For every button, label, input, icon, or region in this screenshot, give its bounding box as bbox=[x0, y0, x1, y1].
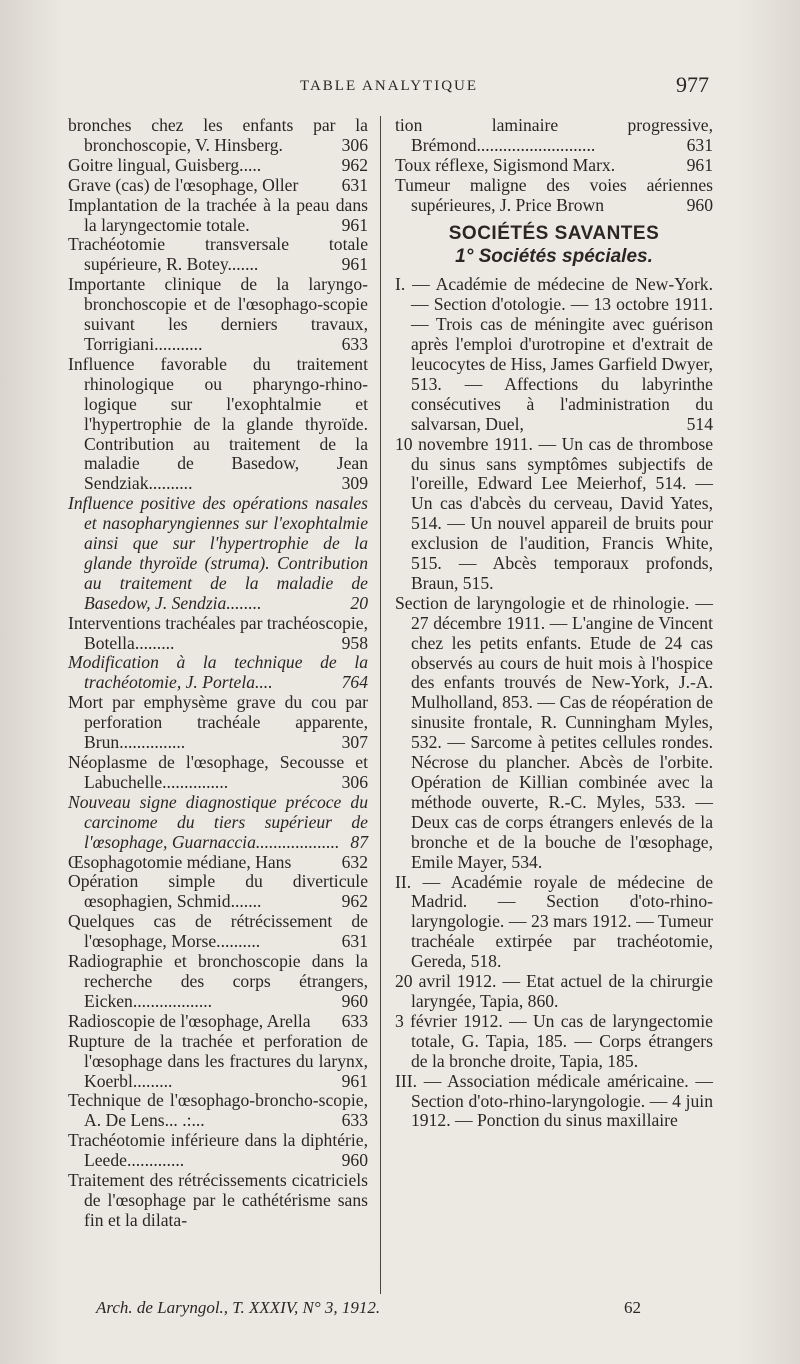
entry-text: Technique de l'œsophago-broncho-scopie, A. De Lens... .:... bbox=[68, 1090, 368, 1131]
section-title: SOCIÉTÉS SAVANTES bbox=[448, 222, 660, 244]
index-entry bbox=[68, 355, 368, 494]
society-entry bbox=[395, 1072, 713, 1132]
index-entry bbox=[68, 494, 368, 613]
entry-page: 306 bbox=[341, 771, 368, 792]
entry-page: 764 bbox=[341, 672, 368, 693]
index-entry bbox=[68, 235, 368, 275]
index-entry bbox=[68, 872, 368, 912]
entry-text: Radiographie et bronchoscopie dans la recherche des corps étrangers, Eicken.................. bbox=[68, 951, 368, 1011]
entry-text: Influence favorable du traitement rhinologique ou pharyngo-rhino-logique sur l'exophtalmie et l'hypertrophie de la glande thyroïde. Contribution au traitement de la maladie de Basedow, Jean Sendziak.......... bbox=[68, 353, 368, 494]
society-entry bbox=[395, 435, 713, 594]
entry-page: 632 bbox=[341, 851, 368, 872]
index-entry bbox=[68, 912, 368, 952]
entry-text: Rupture de la trachée et perforation de l'œsophage dans les fractures du larynx, Koerbl......... bbox=[68, 1030, 368, 1091]
entry-text: Traitement des rétrécissements cicatriciels de l'œsophage par le cathétérisme sans fin et la dilata- bbox=[68, 1170, 368, 1230]
entry-text: III. — Association médicale américaine. — Section d'oto-rhino-laryngologie. — 4 juin 1912. — Ponction du sinus maxillaire bbox=[395, 1070, 713, 1131]
entry-text: 10 novembre 1911. — Un cas de thrombose du sinus sans symptômes subjectifs de l'oreille, Edward Lee Meierhof, 514. — Un cas d'abcès du cerveau, David Yates, 514. — Un nouvel appareil de bruits pour exclusion de l'audition, Francis White, 515. — Abcès temporaux profonds, Braun, 515. bbox=[395, 433, 713, 593]
entry-page: 307 bbox=[341, 732, 368, 753]
entry-page: 961 bbox=[341, 1070, 368, 1091]
entry-page: 309 bbox=[341, 473, 368, 494]
entry-text: Toux réflexe, Sigismond Marx. bbox=[395, 154, 616, 175]
entry-page: 962 bbox=[341, 154, 368, 175]
header-title: TABLE ANALYTIQUE bbox=[300, 78, 479, 94]
entry-page: 514 bbox=[686, 413, 713, 434]
entry-page: 633 bbox=[341, 333, 368, 354]
entry-page: 20 bbox=[350, 592, 368, 613]
entry-text: Tumeur maligne des voies aériennes supérieures, J. Price Brown bbox=[395, 174, 713, 215]
entry-text: Opération simple du diverticule œsophagien, Schmid....... bbox=[68, 871, 368, 912]
continuation-entries bbox=[395, 116, 713, 216]
entry-text: Trachéotomie transversale totale supérieure, R. Botey....... bbox=[68, 234, 368, 275]
index-entry bbox=[68, 853, 368, 873]
entry-text: Radioscopie de l'œsophage, Arella bbox=[68, 1010, 311, 1031]
footer bbox=[96, 1298, 716, 1318]
entry-page: 958 bbox=[341, 632, 368, 653]
entry-page: 633 bbox=[341, 1110, 368, 1131]
subsection-title: 1° Sociétés spéciales. bbox=[455, 246, 653, 268]
index-entry bbox=[68, 176, 368, 196]
entry-text: Interventions trachéales par trachéoscopie, Botella......... bbox=[68, 612, 368, 653]
entry-page: 961 bbox=[686, 154, 713, 175]
index-entry bbox=[68, 156, 368, 176]
society-entry bbox=[395, 873, 713, 973]
entry-text: Mort par emphysème grave du cou par perforation trachéale apparente, Brun............... bbox=[68, 692, 368, 753]
entry-text: Néoplasme de l'œsophage, Secousse et Labuchelle............... bbox=[68, 752, 368, 792]
entry-text: Implantation de la trachée à la peau dans la laryngectomie totale. bbox=[68, 194, 368, 235]
entry-page: 631 bbox=[686, 134, 713, 155]
index-entry bbox=[68, 1032, 368, 1092]
left-column bbox=[68, 116, 368, 1231]
entry-text: Influence positive des opérations nasales et nasopharyngiennes sur l'exophtalmie ainsi que sur l'hypertrophie de la glande thyroïde (struma). Contribution au traitement de la maladie de Basedow, J. Sendzia........ bbox=[68, 493, 368, 613]
index-entry bbox=[68, 1091, 368, 1131]
index-entry bbox=[68, 1171, 368, 1231]
index-entry bbox=[68, 116, 368, 156]
entry-text: Goitre lingual, Guisberg..... bbox=[68, 154, 262, 175]
running-header bbox=[0, 72, 800, 102]
society-entry bbox=[395, 972, 713, 1012]
entry-text: I. — Académie de médecine de New-York. — Section d'otologie. — 13 octobre 1911. — Trois cas de méningite avec guérison après l'emploi d'urotropine et d'extrait de leucocytes de Hiss, James Garfield Dwyer, 513. — Affections du labyrinthe consécutives à l'administration du salvarsan, Duel, bbox=[395, 274, 713, 434]
column-divider bbox=[380, 116, 381, 1294]
entry-page: 960 bbox=[341, 990, 368, 1011]
entry-page: 961 bbox=[341, 254, 368, 275]
society-entry bbox=[395, 594, 713, 873]
entry-text: Quelques cas de rétrécissement de l'œsophage, Morse.......... bbox=[68, 911, 368, 952]
entry-page: 631 bbox=[341, 931, 368, 952]
entry-text: Nouveau signe diagnostique précoce du carcinome du tiers supérieur de l'œsophage, Guarnaccia................... bbox=[68, 791, 368, 852]
entry-page: 87 bbox=[350, 831, 368, 852]
entry-text: II. — Académie royale de médecine de Madrid. — Section d'oto-rhino-laryngologie. — 23 mars 1912. — Tumeur trachéale extirpée par trachéotomie, Gereda, 518. bbox=[395, 871, 713, 972]
index-entry bbox=[68, 952, 368, 1012]
index-entry bbox=[68, 1131, 368, 1171]
index-entry bbox=[68, 1012, 368, 1032]
right-column bbox=[395, 116, 713, 1131]
journal-citation: Arch. de Laryngol., T. XXXIV, N° 3, 1912. bbox=[96, 1298, 381, 1317]
index-entry bbox=[68, 793, 368, 853]
index-entry bbox=[395, 116, 713, 156]
index-entry bbox=[68, 753, 368, 793]
index-entry bbox=[68, 196, 368, 236]
society-entry bbox=[395, 275, 713, 434]
index-entry bbox=[68, 275, 368, 355]
entry-page: 961 bbox=[341, 214, 368, 235]
entry-text: 3 février 1912. — Un cas de laryngectomie totale, G. Tapia, 185. — Corps étrangers de la bronche droite, Tapia, 185. bbox=[395, 1010, 713, 1071]
entry-page: 960 bbox=[341, 1150, 368, 1171]
index-entry bbox=[68, 653, 368, 693]
entry-text: bronches chez les enfants par la bronchoscopie, V. Hinsberg. bbox=[68, 115, 368, 155]
index-entry bbox=[68, 614, 368, 654]
entry-text: Trachéotomie inférieure dans la diphtérie, Leede............. bbox=[68, 1130, 368, 1171]
entry-text: Importante clinique de la laryngo-bronchoscopie et de l'œsophago-scopie suivant les derniers travaux, Torrigiani........... bbox=[68, 274, 368, 354]
index-entry bbox=[395, 176, 713, 216]
entry-text: Grave (cas) de l'œsophage, Oller bbox=[68, 174, 299, 195]
signature-number: 62 bbox=[624, 1298, 641, 1317]
entry-text: Œsophagotomie médiane, Hans bbox=[68, 851, 292, 872]
entry-page: 306 bbox=[341, 134, 368, 155]
entry-text: 20 avril 1912. — Etat actuel de la chirurgie laryngée, Tapia, 860. bbox=[395, 971, 713, 1011]
entry-text: Section de laryngologie et de rhinologie. — 27 décembre 1911. — L'angine de Vincent chez les petits enfants. Etude de 24 cas observés au cours de huit mois à l'hospice des enfants trouvés de New-York, J.-A. Mulholland, 853. — Cas de réopération de sinusite frontale, R. Cunningham Myles, 532. — Sarcome à petites cellules rondes. Nécrose du plancher. Abcès de l'orbite. Opération de Killian combinée avec la méthode ouverte, R.-C. Myles, 533. — Deux cas de corps étrangers enlevés de la bronche et de la bouche de l'œsophage, Emile Mayer, 534. bbox=[395, 592, 713, 872]
index-entry bbox=[395, 156, 713, 176]
entry-page: 960 bbox=[686, 194, 713, 215]
society-paragraphs bbox=[395, 275, 713, 1131]
entry-text: tion laminaire progressive, Brémond........................... bbox=[395, 115, 713, 155]
entry-page: 962 bbox=[341, 891, 368, 912]
page-number: 977 bbox=[676, 72, 709, 97]
entry-page: 633 bbox=[341, 1010, 368, 1031]
entry-page: 631 bbox=[341, 174, 368, 195]
index-entry bbox=[68, 693, 368, 753]
society-entry bbox=[395, 1012, 713, 1072]
entry-text: Modification à la technique de la trachéotomie, J. Portela.... bbox=[68, 652, 368, 693]
